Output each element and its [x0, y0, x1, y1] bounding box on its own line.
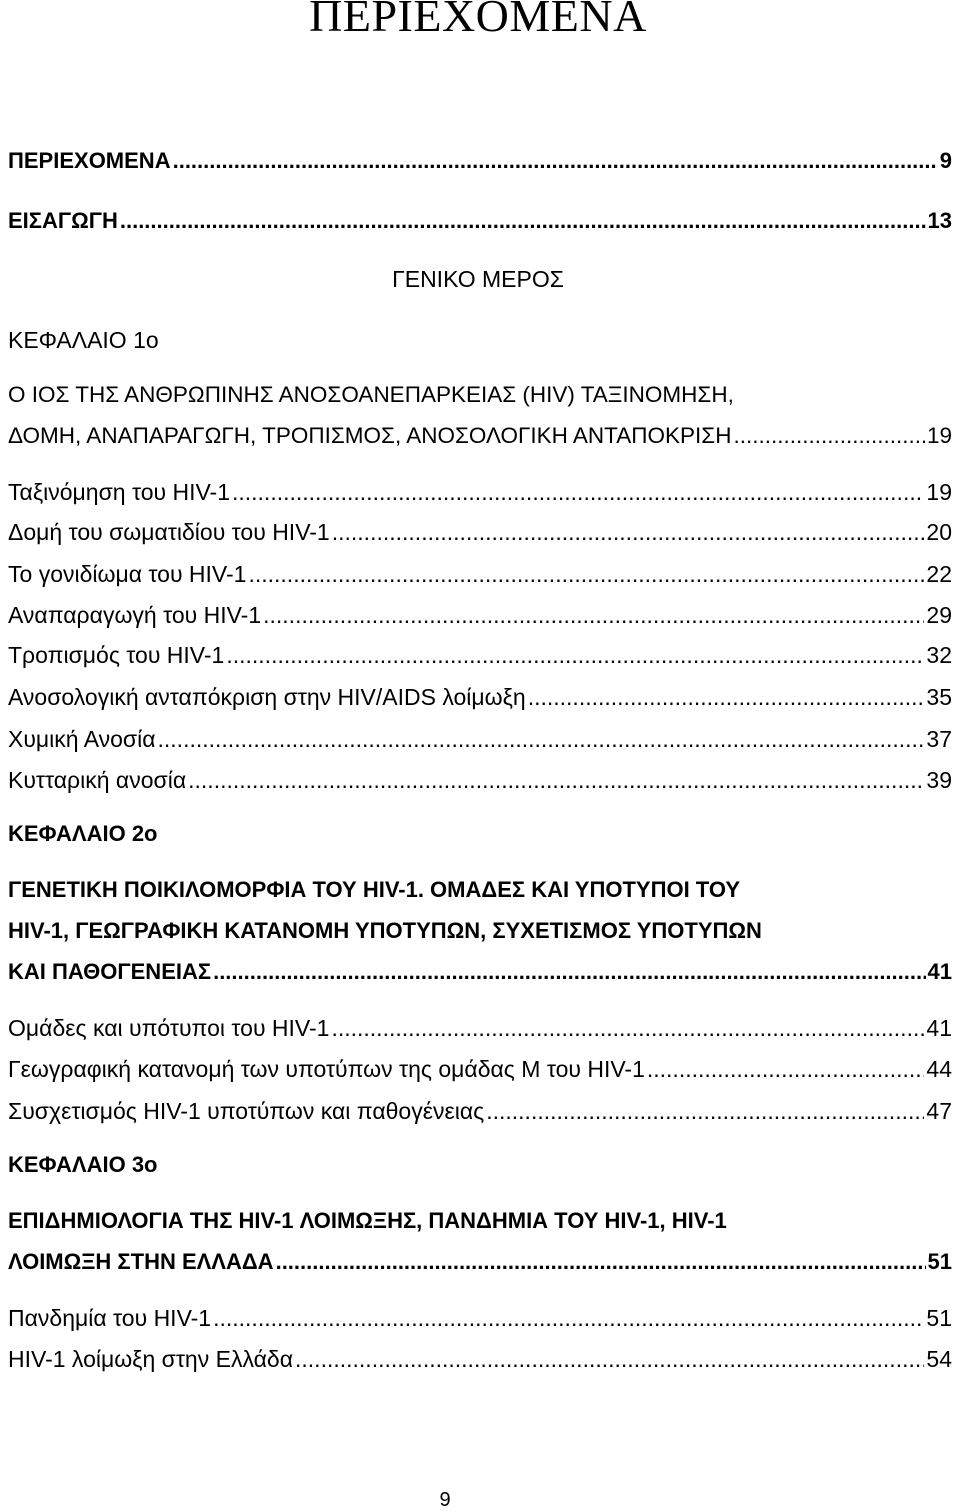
- toc-entry-label: ΛΟΙΜΩΞΗ ΣΤΗΝ ΕΛΛΑΔΑ: [8, 1249, 274, 1274]
- toc-entry-label: ΠΕΡΙΕΧΟΜΕΝΑ: [8, 148, 171, 173]
- toc-leader-dots: [188, 765, 924, 795]
- toc-entry[interactable]: [8, 724, 952, 754]
- toc-entry-label: Δομή του σωματιδίου του HIV-1: [8, 519, 330, 545]
- toc-entry-chapter-1-title[interactable]: [8, 421, 952, 451]
- page-number: 9: [439, 1489, 451, 1511]
- section-heading-text: ΓΕΝΙΚΟ ΜΕΡΟΣ: [392, 266, 564, 292]
- toc-entry-label: Ταξινόμηση του HIV-1: [8, 479, 230, 505]
- toc-entry-page: 41: [927, 959, 952, 984]
- toc-entry-label: Αναπαραγωγή του HIV-1: [8, 602, 262, 628]
- toc-entry-page: 37: [926, 726, 952, 752]
- toc-entry[interactable]: [8, 517, 952, 547]
- toc-leader-dots: [331, 1013, 924, 1043]
- toc-entry-page: 54: [926, 1346, 952, 1372]
- chapter-3-heading: ΚΕΦΑΛΑΙΟ 3ο: [8, 1152, 158, 1177]
- toc-entry-page: 13: [927, 208, 952, 233]
- toc-entry-label: Συσχετισμός HIV-1 υποτύπων και παθογένειας: [8, 1098, 485, 1124]
- toc-entry-page: 44: [926, 1056, 952, 1082]
- toc-entry-page: 41: [926, 1015, 952, 1041]
- toc-entry-page: 39: [926, 767, 952, 793]
- toc-entry-page: 19: [926, 479, 952, 505]
- toc-entry-label: HIV-1 λοίμωξη στην Ελλάδα: [8, 1346, 294, 1372]
- toc-leader-dots: [213, 957, 925, 987]
- toc-entry-periexomena[interactable]: [8, 146, 952, 176]
- chapter-2-heading: ΚΕΦΑΛΑΙΟ 2ο: [8, 821, 158, 846]
- toc-entry-label: ΚΑΙ ΠΑΘΟΓΕΝΕΙΑΣ: [8, 959, 212, 984]
- toc-entry-page: 32: [926, 642, 952, 668]
- toc-entry-label: Κυτταρική ανοσία: [8, 767, 187, 793]
- toc-leader-dots: [295, 1344, 924, 1374]
- toc-leader-dots: [226, 640, 924, 670]
- toc-leader-dots: [263, 600, 924, 630]
- toc-entry-page: 9: [939, 148, 952, 173]
- chapter-1-heading: ΚΕΦΑΛΑΙΟ 1ο: [8, 327, 159, 353]
- toc-entry[interactable]: [8, 1303, 952, 1333]
- toc-entry[interactable]: [8, 640, 952, 670]
- toc-entry-page: 29: [926, 602, 952, 628]
- chapter-1-title-line-1: Ο ΙΟΣ ΤΗΣ ΑΝΘΡΩΠΙΝΗΣ ΑΝΟΣΟΑΝΕΠΑΡΚΕΙΑΣ (HIV) ΤΑΞΙΝΟΜΗΣΗ,: [8, 382, 734, 407]
- toc-leader-dots: [733, 421, 925, 451]
- toc-leader-dots: [173, 146, 938, 176]
- toc-entry[interactable]: [8, 1013, 952, 1043]
- toc-leader-dots: [120, 206, 926, 236]
- toc-leader-dots: [248, 559, 924, 589]
- toc-entry[interactable]: [8, 1344, 952, 1374]
- toc-entry-label: Γεωγραφική κατανομή των υποτύπων της ομάδας Μ του HIV-1: [8, 1056, 645, 1082]
- toc-entry-label: Χυμική Ανοσία: [8, 726, 156, 752]
- page-title: ΠΕΡΙΕΧΟΜΕΝΑ: [309, 0, 647, 41]
- toc-entry[interactable]: [8, 682, 952, 712]
- toc-entry-label: Ανοσολογική ανταπόκριση στην HIV/AIDS λοίμωξη: [8, 684, 526, 710]
- chapter-2-title-line-1: ΓΕΝΕΤΙΚΗ ΠΟΙΚΙΛΟΜΟΡΦΙΑ ΤΟΥ HIV-1. ΟΜΑΔΕΣ ΚΑΙ ΥΠΟΤΥΠΟΙ ΤΟΥ: [8, 877, 741, 902]
- toc-leader-dots: [486, 1096, 924, 1126]
- toc-entry[interactable]: [8, 477, 952, 507]
- toc-entry-label: Πανδημία του HIV-1: [8, 1305, 212, 1331]
- toc-entry-page: 19: [926, 423, 952, 448]
- toc-leader-dots: [528, 682, 925, 712]
- toc-entry[interactable]: [8, 559, 952, 589]
- toc-leader-dots: [232, 477, 924, 507]
- toc-entry-label: Ομάδες και υπότυποι του HIV-1: [8, 1015, 330, 1041]
- toc-entry[interactable]: [8, 765, 952, 795]
- toc-entry-page: 22: [926, 561, 952, 587]
- toc-entry-chapter-2-title[interactable]: [8, 957, 952, 987]
- toc-leader-dots: [213, 1303, 924, 1333]
- toc-entry[interactable]: [8, 1096, 952, 1126]
- toc-entry-page: 51: [927, 1249, 952, 1274]
- toc-entry-label: ΕΙΣΑΓΩΓΗ: [8, 208, 118, 233]
- toc-entry-label: Τροπισμός του HIV-1: [8, 642, 225, 668]
- toc-entry-page: 47: [926, 1098, 952, 1124]
- toc-entry-label: Το γονιδίωμα του HIV-1: [8, 561, 247, 587]
- toc-entry-page: 35: [926, 684, 952, 710]
- toc-entry-page: 51: [926, 1305, 952, 1331]
- toc-leader-dots: [332, 517, 925, 547]
- toc-entry-chapter-3-title[interactable]: [8, 1247, 952, 1277]
- toc-entry-label: ΔΟΜΗ, ΑΝΑΠΑΡΑΓΩΓΗ, ΤΡΟΠΙΣΜΟΣ, ΑΝΟΣΟΛΟΓΙΚΗ ΑΝΤΑΠΟΚΡΙΣΗ: [8, 423, 732, 448]
- toc-entry[interactable]: [8, 1054, 952, 1084]
- section-heading-geniko-meros: [0, 264, 956, 294]
- toc-entry-eisagogi[interactable]: [8, 206, 952, 236]
- chapter-3-title-line-1: ΕΠΙΔΗΜΙΟΛΟΓΙΑ ΤΗΣ HIV-1 ΛΟΙΜΩΞΗΣ, ΠΑΝΔΗΜΙΑ ΤΟΥ HIV-1, HIV-1: [8, 1208, 727, 1233]
- toc-leader-dots: [276, 1247, 926, 1277]
- toc-leader-dots: [647, 1054, 925, 1084]
- toc-entry[interactable]: [8, 600, 952, 630]
- chapter-2-title-line-2: HIV-1, ΓΕΩΓΡΑΦΙΚΗ ΚΑΤΑΝΟΜΗ ΥΠΟΤΥΠΩΝ, ΣΥΧΕΤΙΣΜΟΣ ΥΠΟΤΥΠΩΝ: [8, 918, 762, 943]
- toc-entry-page: 20: [926, 519, 952, 545]
- toc-leader-dots: [158, 724, 925, 754]
